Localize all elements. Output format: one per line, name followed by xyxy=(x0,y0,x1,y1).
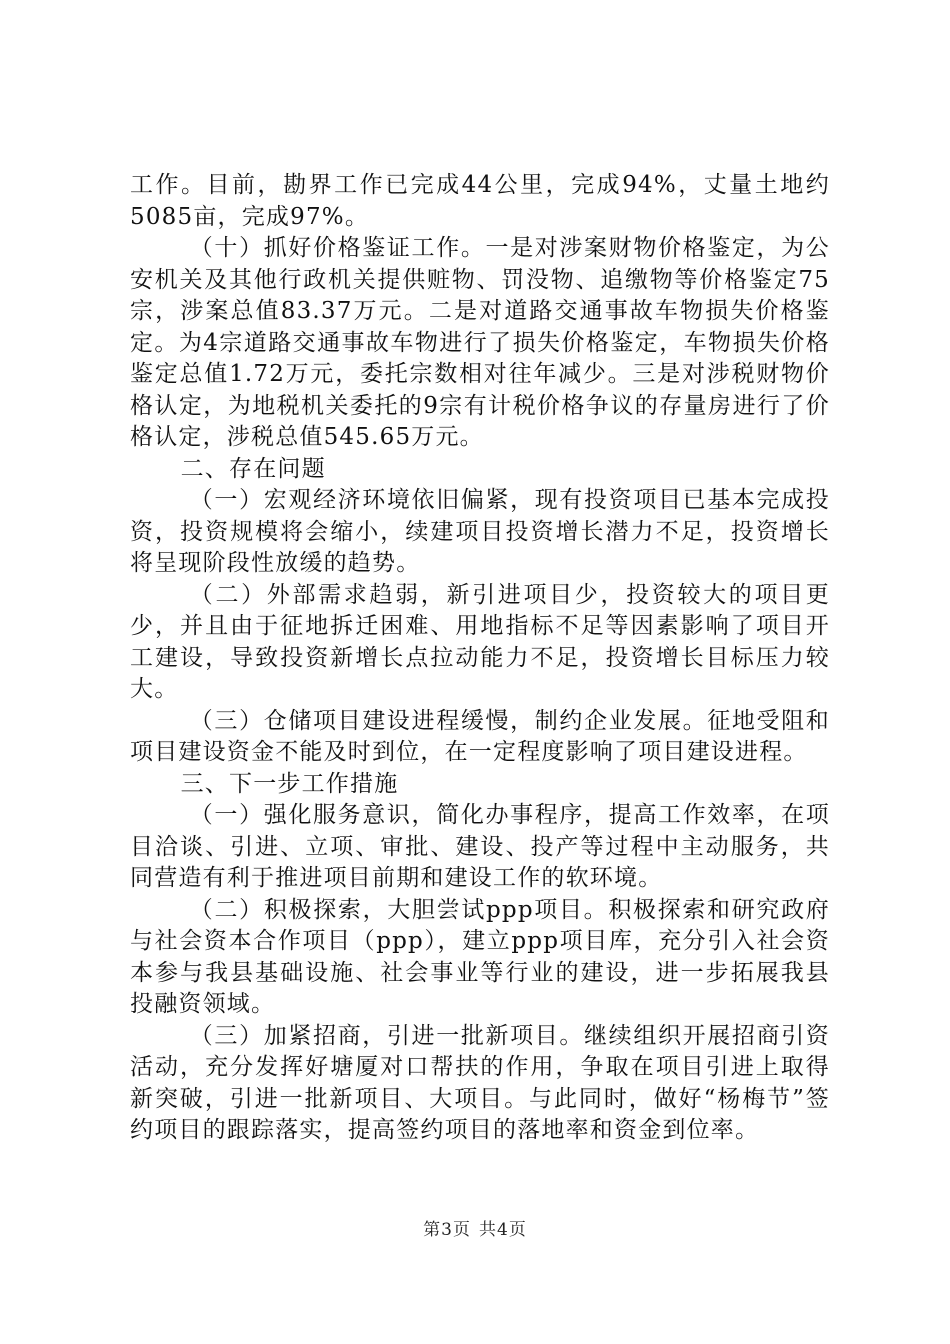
paragraph-measure-2: （二）积极探索，大胆尝试ppp项目。积极探索和研究政府与社会资本合作项目（ppp），建立ppp项目库，充分引入社会资本参与我县基础设施、社会事业等行业的建设，进一步拓展我县投融资领域。 xyxy=(130,896,830,1017)
section-heading-next-steps: 三、下一步工作措施 xyxy=(180,770,399,797)
page-footer xyxy=(0,1215,950,1240)
section-heading-problems: 二、存在问题 xyxy=(180,455,326,482)
paragraph-measure-1: （一）强化服务意识，简化办事程序，提高工作效率，在项目洽谈、引进、立项、审批、建设、投产等过程中主动服务，共同营造有利于推进项目前期和建设工作的软环境。 xyxy=(130,802,830,891)
paragraph-problem-3: （三）仓储项目建设进程缓慢，制约企业发展。征地受阻和项目建设资金不能及时到位，在一定程度影响了项目建设进程。 xyxy=(130,707,830,765)
page-number: 第3页 xyxy=(423,1220,471,1240)
document-body xyxy=(130,170,830,1147)
page-total: 共4页 xyxy=(479,1220,527,1240)
paragraph-problem-1: （一）宏观经济环境依旧偏紧，现有投资项目已基本完成投资，投资规模将会缩小，续建项目投资增长潜力不足，投资增长将呈现阶段性放缓的趋势。 xyxy=(130,487,830,576)
paragraph-measure-3: （三）加紧招商，引进一批新项目。继续组织开展招商引资活动，充分发挥好塘厦对口帮扶的作用，争取在项目引进上取得新突破，引进一批新项目、大项目。与此同时，做好“杨梅节”签约项目的跟踪落实，提高签约项目的落地率和资金到位率。 xyxy=(130,1022,830,1143)
paragraph-continuation: 工作。目前，勘界工作已完成44公里，完成94%，丈量土地约5085亩，完成97%。 xyxy=(130,172,830,230)
paragraph-price-appraisal: （十）抓好价格鉴证工作。一是对涉案财物价格鉴定，为公安机关及其他行政机关提供赃物、罚没物、追缴物等价格鉴定75宗，涉案总值83.37万元。二是对道路交通事故车物损失价格鉴定。为4宗道路交通事故车物进行了损失价格鉴定，车物损失价格鉴定总值1.72万元，委托宗数相对往年减少。三是对涉税财物价格认定，为地税机关委托的9宗有计税价格争议的存量房进行了价格认定，涉税总值545.65万元。 xyxy=(130,235,830,450)
paragraph-problem-2: （二）外部需求趋弱，新引进项目少，投资较大的项目更少，并且由于征地拆迁困难、用地指标不足等因素影响了项目开工建设，导致投资新增长点拉动能力不足，投资增长目标压力较大。 xyxy=(130,581,830,702)
